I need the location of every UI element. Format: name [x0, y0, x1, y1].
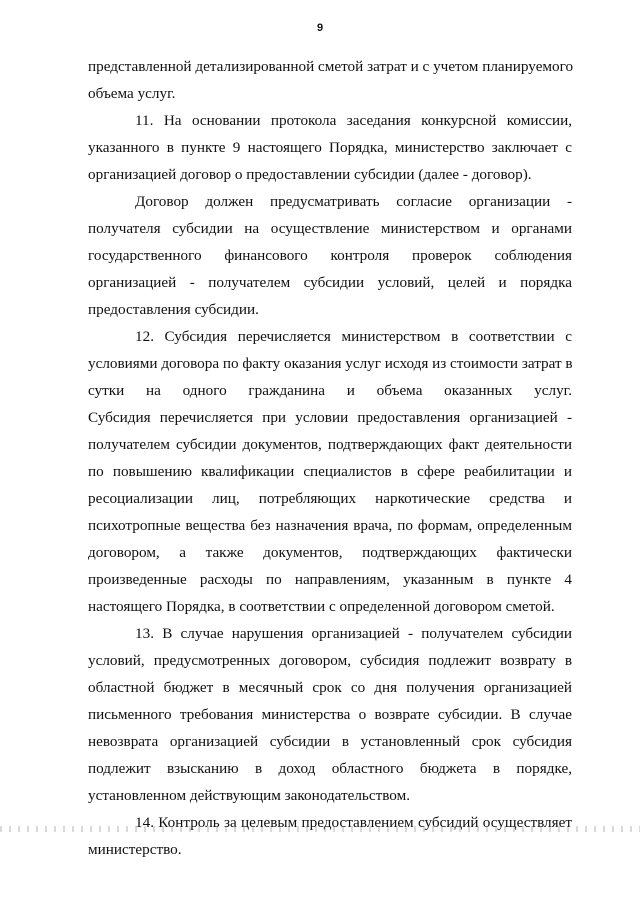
- text-line: получателем субсидии документов, подтверждающих факт деятельности: [88, 436, 572, 453]
- document-body: [88, 53, 572, 863]
- text-line: условий, предусмотренных договором, субсидия подлежит возврату в: [88, 652, 572, 669]
- text-line: предоставления субсидии.: [88, 301, 259, 318]
- text-line: произведенные расходы по направлениям, указанным в пункте 4: [88, 571, 572, 588]
- text-line: объема услуг.: [88, 85, 176, 102]
- text-line: 13. В случае нарушения организацией - получателем субсидии: [135, 625, 572, 642]
- text-line: получателя субсидии на осуществление министерством и органами: [88, 220, 572, 237]
- text-line: письменного требования министерства о возврате субсидии. В случае: [88, 706, 572, 723]
- text-line: по повышению квалификации специалистов в сфере реабилитации и: [88, 463, 572, 480]
- text-line: Договор должен предусматривать согласие организации -: [135, 193, 572, 210]
- text-line: 11. На основании протокола заседания конкурсной комиссии,: [135, 112, 572, 129]
- text-line: организацией договор о предоставлении субсидии (далее - договор).: [88, 166, 532, 183]
- text-line: ресоциализации лиц, потребляющих наркотические средства и: [88, 490, 572, 507]
- text-line: организацией - получателем субсидии условий, целей и порядка: [88, 274, 572, 291]
- page-number: 9: [316, 22, 324, 34]
- text-line: договором, а также документов, подтверждающих фактически: [88, 544, 572, 561]
- text-line: областной бюджет в месячный срок со дня получения организацией: [88, 679, 572, 696]
- text-line: указанного в пункте 9 настоящего Порядка, министерство заключает с: [88, 139, 572, 156]
- text-line: представленной детализированной сметой затрат и с учетом планируемого: [88, 58, 574, 75]
- scan-artifact-line: [0, 826, 640, 832]
- text-line: психотропные вещества без назначения врача, по формам, определенным: [88, 517, 572, 534]
- text-line: сутки на одного гражданина и объема оказанных услуг.: [88, 382, 572, 399]
- text-line: установленном действующим законодательством.: [88, 787, 411, 804]
- text-line: 12. Субсидия перечисляется министерством в соответствии с: [135, 328, 572, 345]
- text-line: министерство.: [88, 841, 182, 858]
- text-line: условиями договора по факту оказания услуг исходя из стоимости затрат в: [88, 355, 573, 372]
- text-line: настоящего Порядка, в соответствии с определенной договором сметой.: [88, 598, 555, 615]
- text-line: государственного финансового контроля проверок соблюдения: [88, 247, 572, 264]
- text-line: подлежит взысканию в доход областного бюджета в порядке,: [88, 760, 572, 777]
- text-line: 14. Контроль за целевым предоставлением субсидий осуществляет: [135, 814, 572, 831]
- text-line: Субсидия перечисляется при условии предоставления организацией -: [88, 409, 572, 426]
- text-line: невозврата организацией субсидии в установленный срок субсидия: [88, 733, 572, 750]
